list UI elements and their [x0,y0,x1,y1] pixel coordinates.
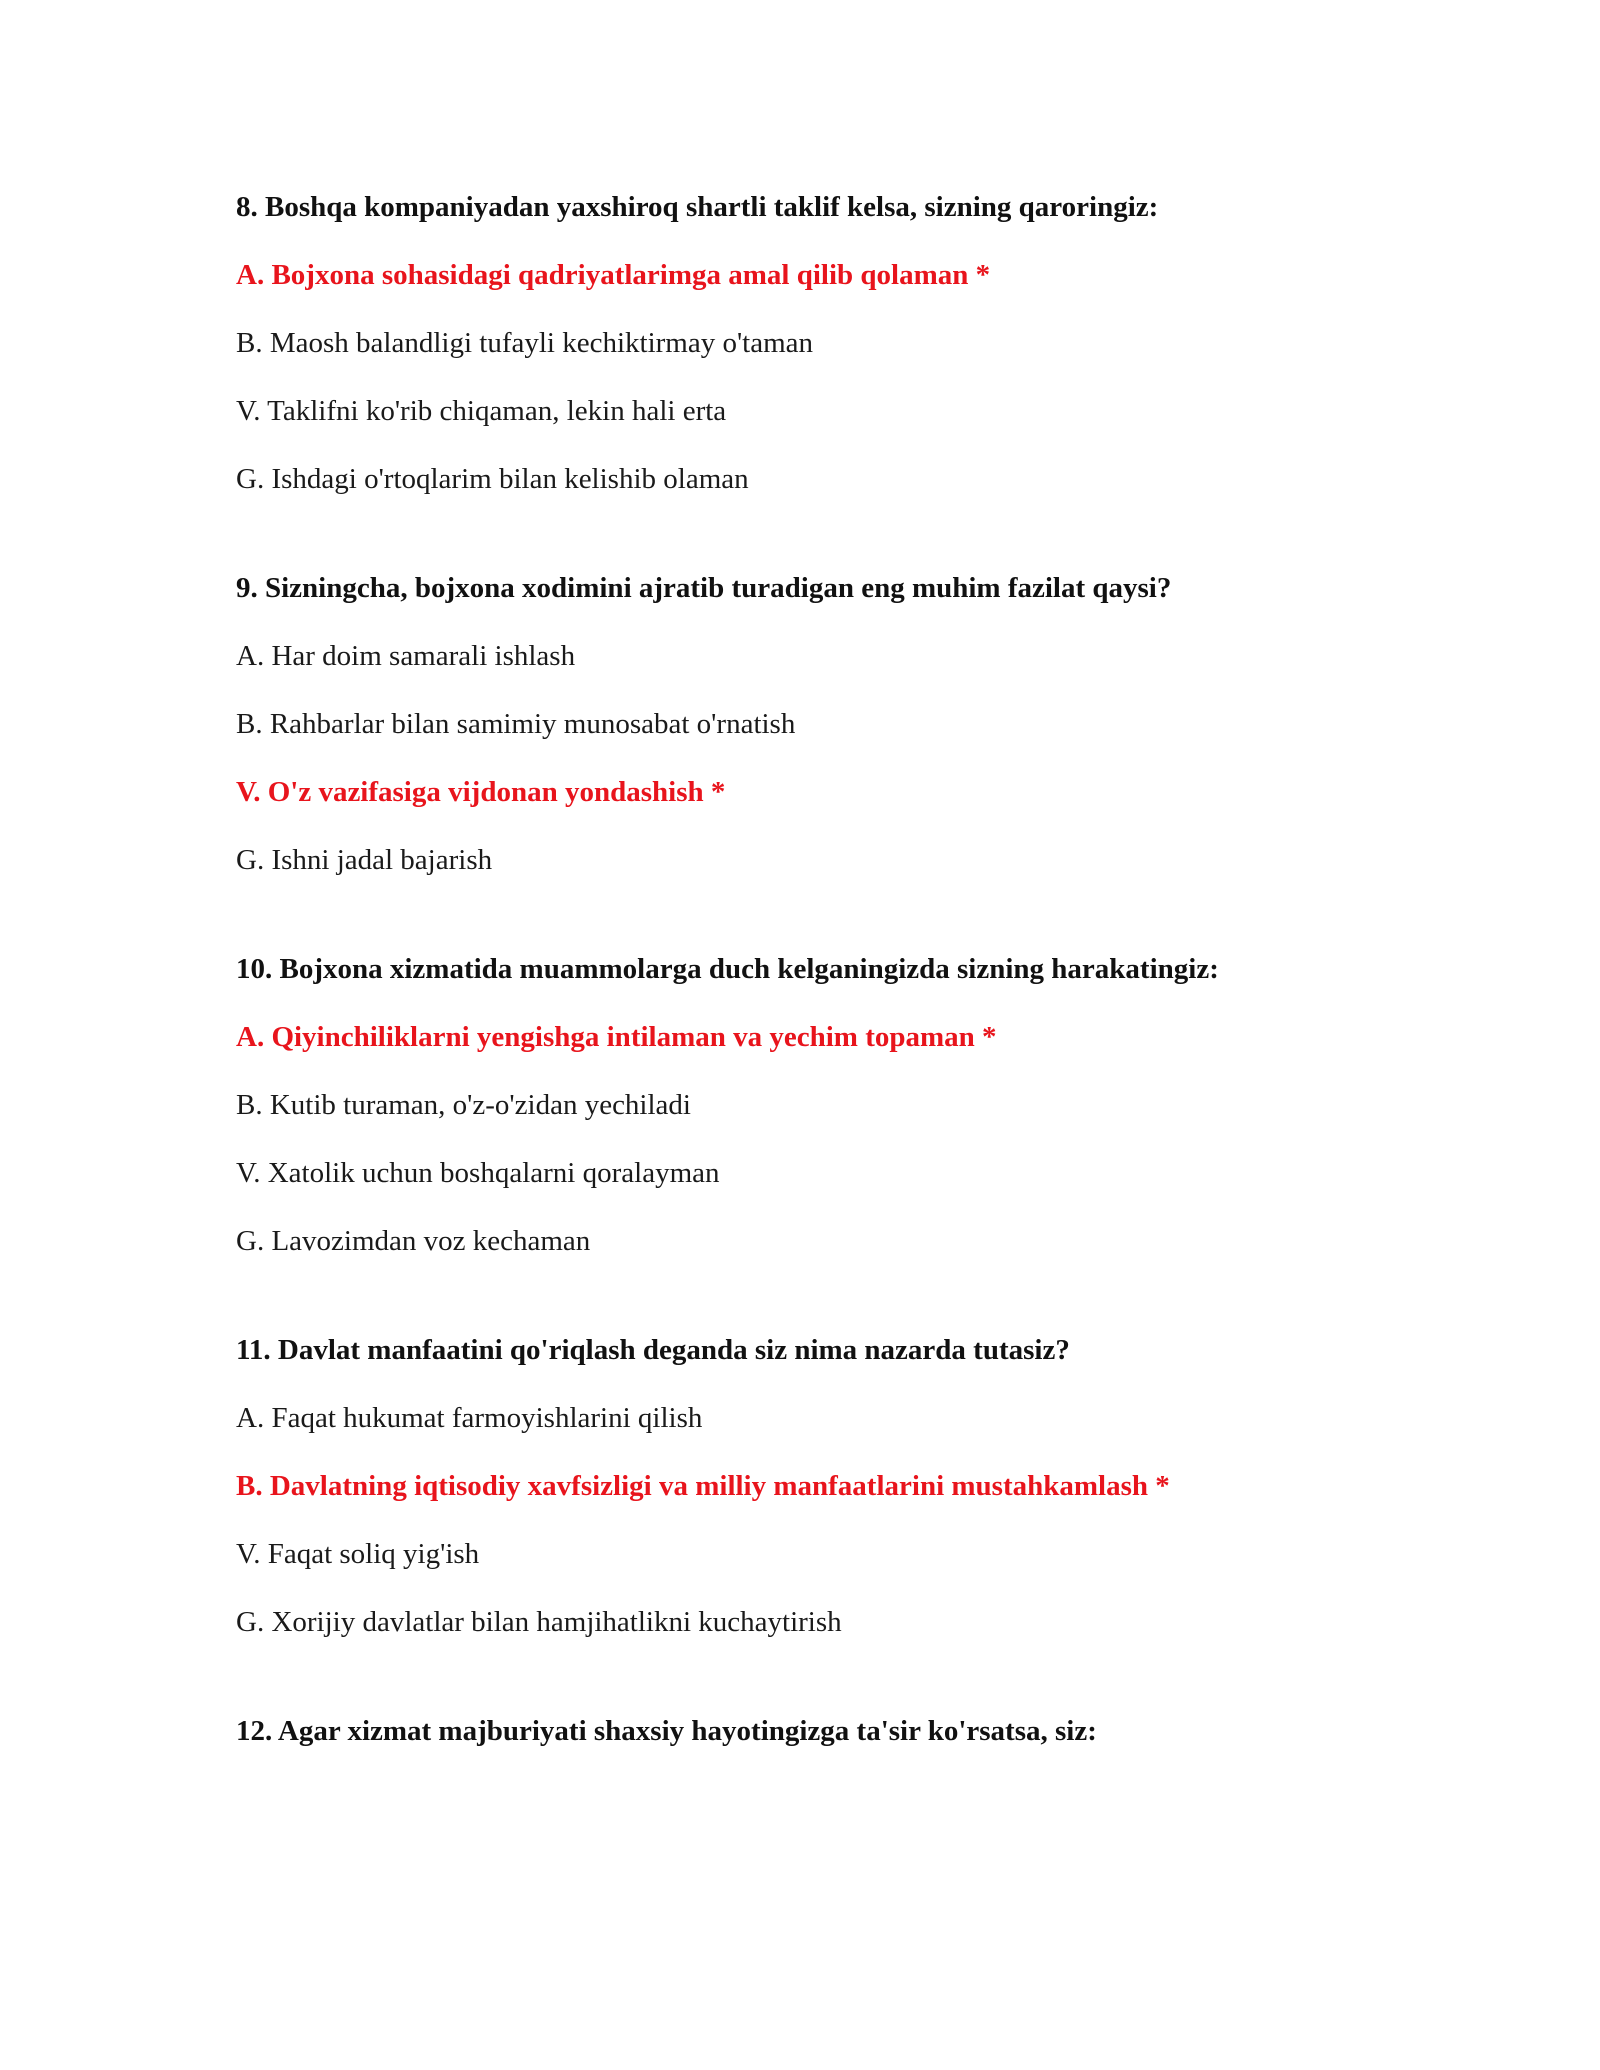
document-page [236,186,1406,1819]
question-8 [236,186,1406,500]
option: B. Maosh balandligi tufayli kechiktirmay o'taman [236,327,814,359]
question-text: 12. Agar xizmat majburiyati shaxsiy hayotingizga ta'sir ko'rsatsa, siz: [236,1715,1097,1747]
option-correct: B. Davlatning iqtisodiy xavfsizligi va milliy manfaatlarini mustahkamlash * [236,1470,1170,1502]
question-text: 11. Davlat manfaatini qo'riqlash deganda siz nima nazarda tutasiz? [236,1334,1070,1366]
option: G. Ishni jadal bajarish [236,844,493,876]
option-correct: A. Bojxona sohasidagi qadriyatlarimga amal qilib qolaman * [236,259,991,291]
option: G. Lavozimdan voz kechaman [236,1225,591,1257]
option: B. Kutib turaman, o'z-o'zidan yechiladi [236,1089,691,1121]
option: V. Xatolik uchun boshqalarni qoralayman [236,1157,720,1189]
option: G. Xorijiy davlatlar bilan hamjihatlikni kuchaytirish [236,1606,842,1638]
option-correct: A. Qiyinchiliklarni yengishga intilaman va yechim topaman * [236,1021,997,1053]
option-correct: V. O'z vazifasiga vijdonan yondashish * [236,776,726,808]
question-12 [236,1710,1406,1752]
option: A. Har doim samarali ishlash [236,640,576,672]
question-11 [236,1329,1406,1643]
question-text: 10. Bojxona xizmatida muammolarga duch kelganingizda sizning harakatingiz: [236,953,1219,985]
question-text: 8. Boshqa kompaniyadan yaxshiroq shartli taklif kelsa, sizning qaroringiz: [236,191,1159,223]
question-10 [236,948,1406,1262]
option: V. Faqat soliq yig'ish [236,1538,480,1570]
option: G. Ishdagi o'rtoqlarim bilan kelishib olaman [236,463,749,495]
option: A. Faqat hukumat farmoyishlarini qilish [236,1402,703,1434]
question-text: 9. Sizningcha, bojxona xodimini ajratib turadigan eng muhim fazilat qaysi? [236,572,1172,604]
option: B. Rahbarlar bilan samimiy munosabat o'rnatish [236,708,796,740]
option: V. Taklifni ko'rib chiqaman, lekin hali erta [236,395,727,427]
question-9 [236,567,1406,881]
